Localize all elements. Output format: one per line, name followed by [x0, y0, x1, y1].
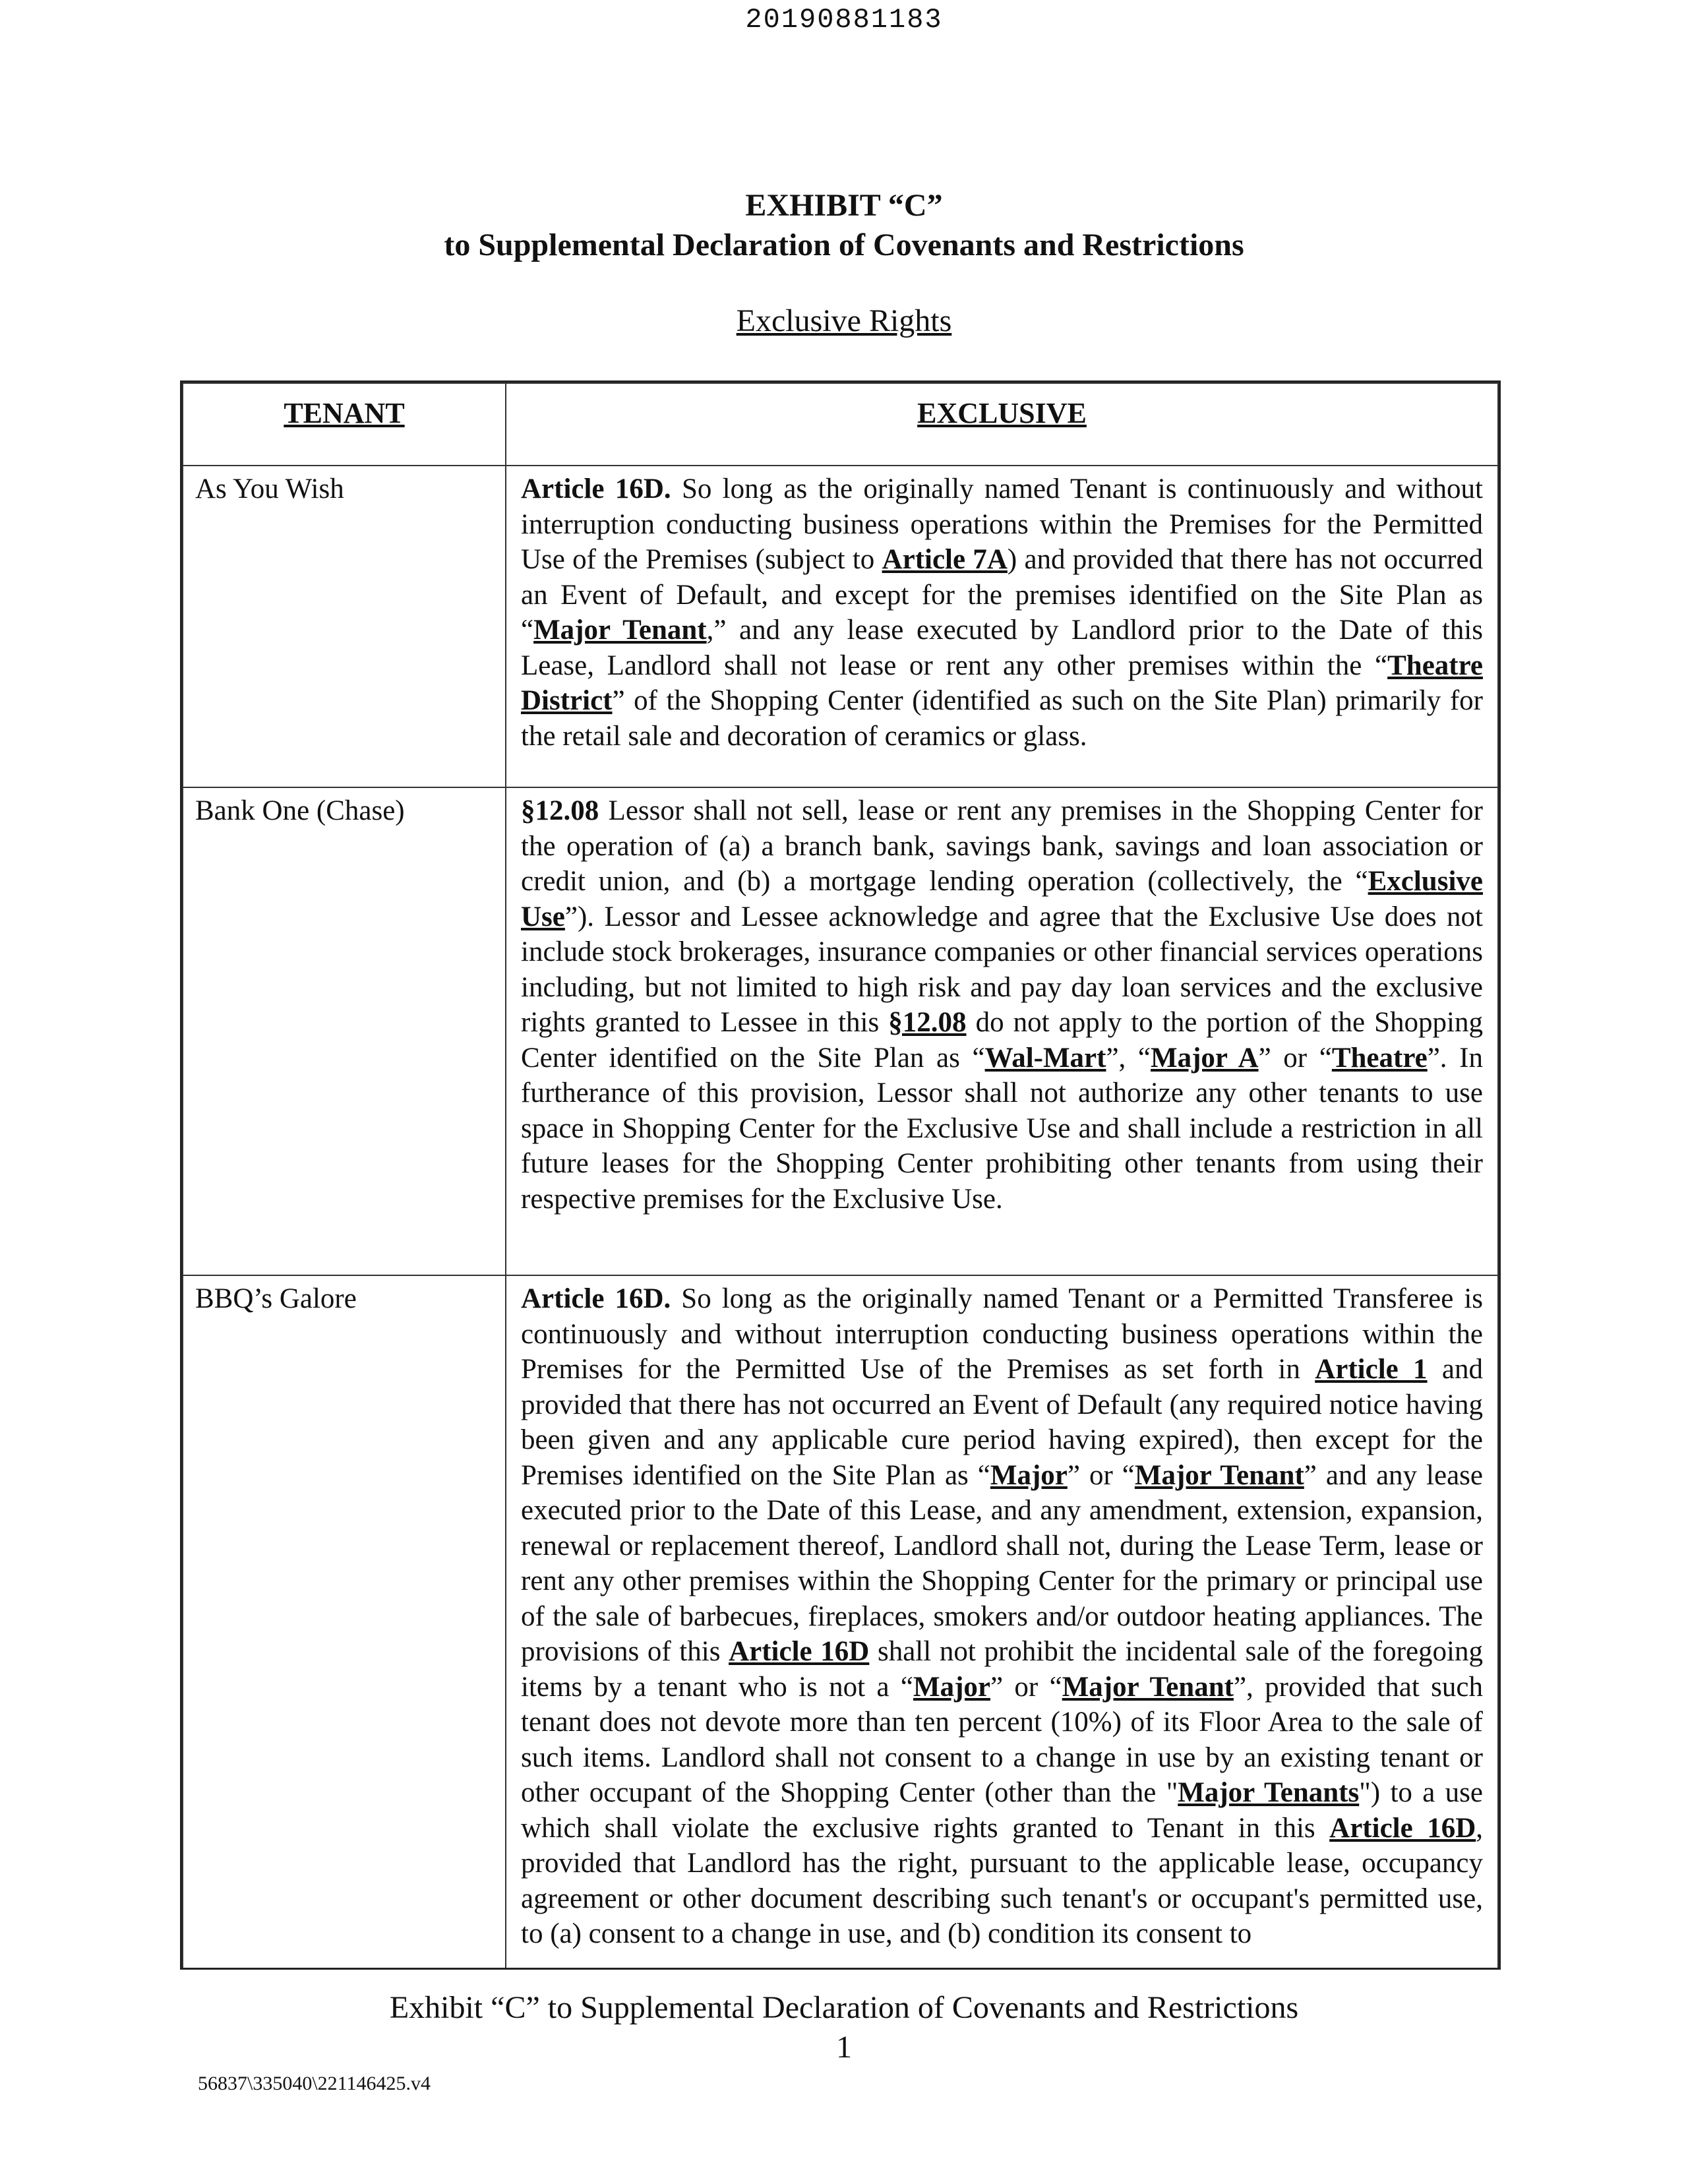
section-reference: Article 16D.	[521, 473, 671, 504]
cross-reference: Exclusive Use	[521, 866, 1483, 932]
section-reference: Article 16D.	[521, 1283, 671, 1314]
cross-reference: Theatre District	[521, 650, 1483, 716]
text-segment: ” or “	[1067, 1459, 1135, 1491]
exclusive-rights-table	[180, 380, 1501, 1970]
column-header-tenant: TENANT	[183, 383, 506, 466]
page-number: 1	[836, 2030, 852, 2065]
cross-reference: Major	[990, 1459, 1068, 1491]
table-row	[183, 787, 1498, 1275]
text-segment: ) and provided that there has not occurred an Event of Default, and except for the premises identified on the Site Plan as “	[521, 544, 1483, 646]
text-segment: ”, provided that such tenant does not devote more than ten percent (10%) of its Floor Area to the sale of such items. Landlord shall not consent to a change in use by an existing tenant or other occupant of the Shopping Center (other than the "	[521, 1671, 1483, 1808]
cross-reference: Major	[913, 1671, 990, 1703]
cross-reference: Article 7A	[882, 544, 1008, 575]
text-segment: So long as the originally named Tenant is continuously and without interruption conducting business operations within the Premises for the Permitted Use of the Premises (subject to	[521, 473, 1483, 575]
table-row	[183, 1275, 1498, 1970]
section-title: Exclusive Rights	[736, 303, 952, 338]
tenant-name: As You Wish	[183, 466, 506, 787]
cross-reference: §12.08	[888, 1007, 967, 1038]
tenant-name: BBQ’s Galore	[183, 1275, 506, 1970]
text-segment: ” of the Shopping Center (identified as such on the Site Plan) primarily for the retail sale and decoration of ceramics or glass.	[521, 685, 1483, 752]
text-segment: ” or “	[1258, 1042, 1332, 1074]
text-segment: , provided that Landlord has the right, pursuant to the applicable lease, occupancy agreement or other document describing such tenant's or occupant's permitted use, to (a) consent to a change in use, and (b) condition its consent to	[521, 1812, 1483, 1949]
exclusive-text	[506, 787, 1498, 1275]
text-segment: and provided that there has not occurred an Event of Default (any required notice having been given and any applicable cure period having expired), then except for the Premises identified on the Site Plan as “	[521, 1354, 1483, 1491]
document-number: 20190881183	[745, 4, 943, 36]
text-segment: ,” and any lease executed by Landlord prior to the Date of this Lease, Landlord shall not lease or rent any other premises within the “	[521, 615, 1483, 681]
text-segment: ”, “	[1106, 1042, 1151, 1074]
table-row	[183, 466, 1498, 787]
cross-reference: Theatre	[1331, 1042, 1428, 1074]
cross-reference: Article 16D	[1329, 1812, 1476, 1844]
cross-reference: Article 16D	[729, 1636, 870, 1667]
text-segment: do not apply to the portion of the Shopping Center identified on the Site Plan as “	[521, 1007, 1483, 1074]
cross-reference: Wal-Mart	[984, 1042, 1106, 1074]
text-segment: ”. In furtherance of this provision, Lessor shall not authorize any other tenants to use space in Shopping Center for the Exclusive Use and shall include a restriction in all future leases for the Shopping Center prohibiting other tenants from using their respective premises for the Exclusive Use.	[521, 1042, 1484, 1215]
cross-reference: Major Tenants	[1178, 1777, 1360, 1808]
text-segment: shall not prohibit the incidental sale of the foregoing items by a tenant who is not a “	[521, 1636, 1483, 1703]
text-segment: ") to a use which shall violate the exclusive rights granted to Tenant in this	[521, 1777, 1483, 1844]
cross-reference: Major A	[1151, 1042, 1259, 1074]
text-segment: ”). Lessor and Lessee acknowledge and agree that the Exclusive Use does not include stock brokerages, insurance companies or other financial services operations including, but not limited to high risk and pay day loan services and the exclusive rights granted to Lessee in this	[521, 901, 1483, 1038]
text-segment: ” or “	[990, 1671, 1062, 1703]
exhibit-subtitle: to Supplemental Declaration of Covenants and Restrictions	[444, 228, 1244, 262]
cross-reference: Major Tenant	[1062, 1671, 1234, 1703]
cross-reference: Major Tenant	[1134, 1459, 1304, 1491]
exclusive-text	[506, 466, 1498, 787]
exhibit-title: EXHIBIT “C”	[745, 188, 943, 223]
footer-title: Exhibit “C” to Supplemental Declaration of Covenants and Restrictions	[389, 1990, 1299, 2025]
file-identifier: 56837\335040\221146425.v4	[198, 2073, 431, 2094]
cross-reference: Major Tenant	[533, 615, 707, 646]
cross-reference: Article 1	[1315, 1354, 1428, 1385]
section-reference: §12.08	[521, 795, 599, 826]
text-segment: Lessor shall not sell, lease or rent any premises in the Shopping Center for the operation of (a) a branch bank, savings bank, savings and loan association or credit union, and (b) a mortgage lending operation (collectively, the “	[521, 795, 1483, 897]
text-segment: ” and any lease executed prior to the Date of this Lease, and any amendment, extension, expansion, renewal or replacement thereof, Landlord shall not, during the Lease Term, lease or rent any other premises within the Shopping Center for the primary or principal use of the sale of barbecues, fireplaces, smokers and/or outdoor heating appliances. The provisions of this	[521, 1459, 1483, 1667]
tenant-name: Bank One (Chase)	[183, 787, 506, 1275]
column-header-exclusive: EXCLUSIVE	[506, 383, 1498, 466]
exclusive-text	[506, 1275, 1498, 1970]
text-segment: So long as the originally named Tenant or a Permitted Transferee is continuously and without interruption conducting business operations within the Premises for the Permitted Use of the Premises as set forth in	[521, 1283, 1483, 1385]
